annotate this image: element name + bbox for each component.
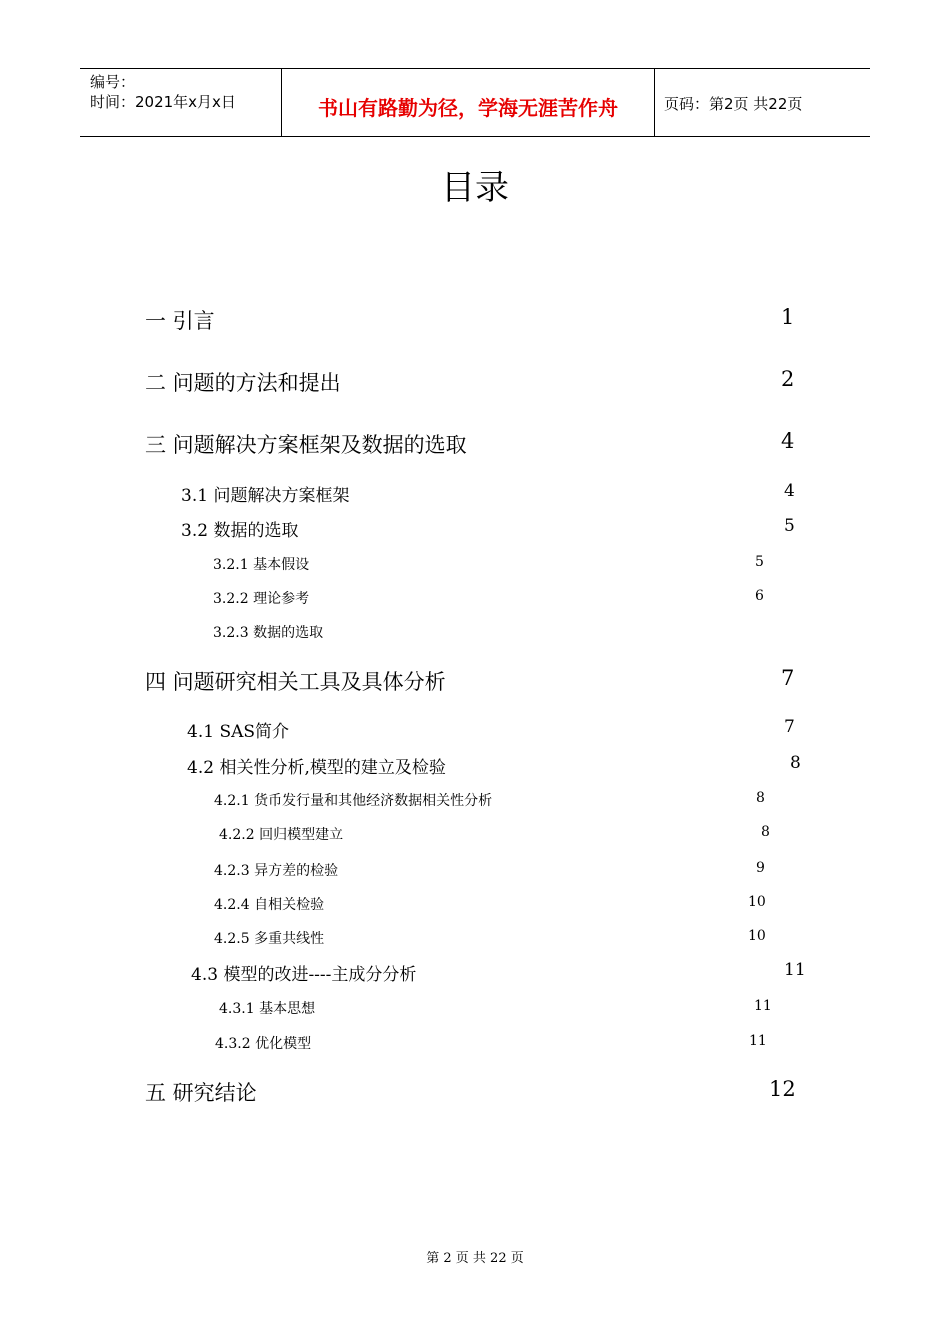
toc-entry-page: 8 xyxy=(790,753,801,773)
toc-entry-label: 四 问题研究相关工具及具体分析 xyxy=(145,670,446,694)
toc-entry-label: 4.3.2 优化模型 xyxy=(215,1036,312,1052)
toc-entry-page: 5 xyxy=(755,554,764,570)
toc-entry-page: 7 xyxy=(781,666,795,690)
toc-entry-page: 1 xyxy=(781,305,795,329)
toc-entry-label: 3.1 问题解决方案框架 xyxy=(181,486,350,506)
header-motto: 书山有路勤为径，学海无涯苦作舟 xyxy=(318,96,618,120)
toc-entry-label: 三 问题解决方案框架及数据的选取 xyxy=(145,433,467,457)
toc-entry-label: 4.1 SAS简介 xyxy=(187,722,290,742)
toc-entry-page: 2 xyxy=(781,367,795,391)
document-number-label: 编号： xyxy=(90,73,136,91)
header-top-rule xyxy=(80,68,870,69)
toc-entry-label: 3.2 数据的选取 xyxy=(181,521,299,541)
toc-entry-page: 10 xyxy=(748,928,766,944)
toc-entry-label: 二 问题的方法和提出 xyxy=(145,371,341,395)
toc-entry-label: 4.2 相关性分析,模型的建立及检验 xyxy=(187,758,446,778)
toc-entry-page: 11 xyxy=(784,960,806,980)
toc-entry-label: 4.2.5 多重共线性 xyxy=(214,931,325,947)
header-meta xyxy=(90,72,236,112)
header-bottom-rule xyxy=(80,136,870,137)
toc-entry-page: 5 xyxy=(784,516,795,536)
header-page-info: 页码：第2页 共22页 xyxy=(664,95,803,113)
toc-entry-page: 4 xyxy=(781,429,795,453)
toc-entry-label: 4.2.2 回归模型建立 xyxy=(219,827,344,843)
toc-entry-label: 一 引言 xyxy=(145,309,215,333)
header-divider-right xyxy=(654,68,655,136)
toc-entry-page: 9 xyxy=(756,860,765,876)
toc-entry-label: 五 研究结论 xyxy=(145,1081,257,1105)
page-footer: 第 2 页 共 22 页 xyxy=(426,1251,524,1266)
toc-entry-page: 8 xyxy=(761,824,770,840)
toc-entry-page: 12 xyxy=(769,1077,796,1101)
toc-entry-label: 4.2.3 异方差的检验 xyxy=(214,863,339,879)
toc-entry-page: 6 xyxy=(755,588,764,604)
toc-entry-page: 11 xyxy=(754,998,772,1014)
toc-entry-label: 3.2.1 基本假设 xyxy=(213,557,310,573)
toc-entry-label: 4.3.1 基本思想 xyxy=(219,1001,316,1017)
toc-entry-page: 4 xyxy=(784,481,795,501)
toc-entry-label: 4.2.4 自相关检验 xyxy=(214,897,325,913)
toc-entry-label: 3.2.2 理论参考 xyxy=(213,591,310,607)
toc-entry-page: 7 xyxy=(784,717,795,737)
toc-entry-page: 10 xyxy=(748,894,766,910)
toc-entry-label: 4.3 模型的改进----主成分分析 xyxy=(191,965,417,985)
toc-entry-page: 8 xyxy=(756,790,765,806)
toc-entry-page: 11 xyxy=(749,1033,767,1049)
document-time-label: 时间：2021年x月x日 xyxy=(90,93,236,111)
toc-entry-label: 4.2.1 货币发行量和其他经济数据相关性分析 xyxy=(214,793,493,809)
toc-entry-label: 3.2.3 数据的选取 xyxy=(213,625,324,641)
page-title: 目录 xyxy=(441,168,509,208)
